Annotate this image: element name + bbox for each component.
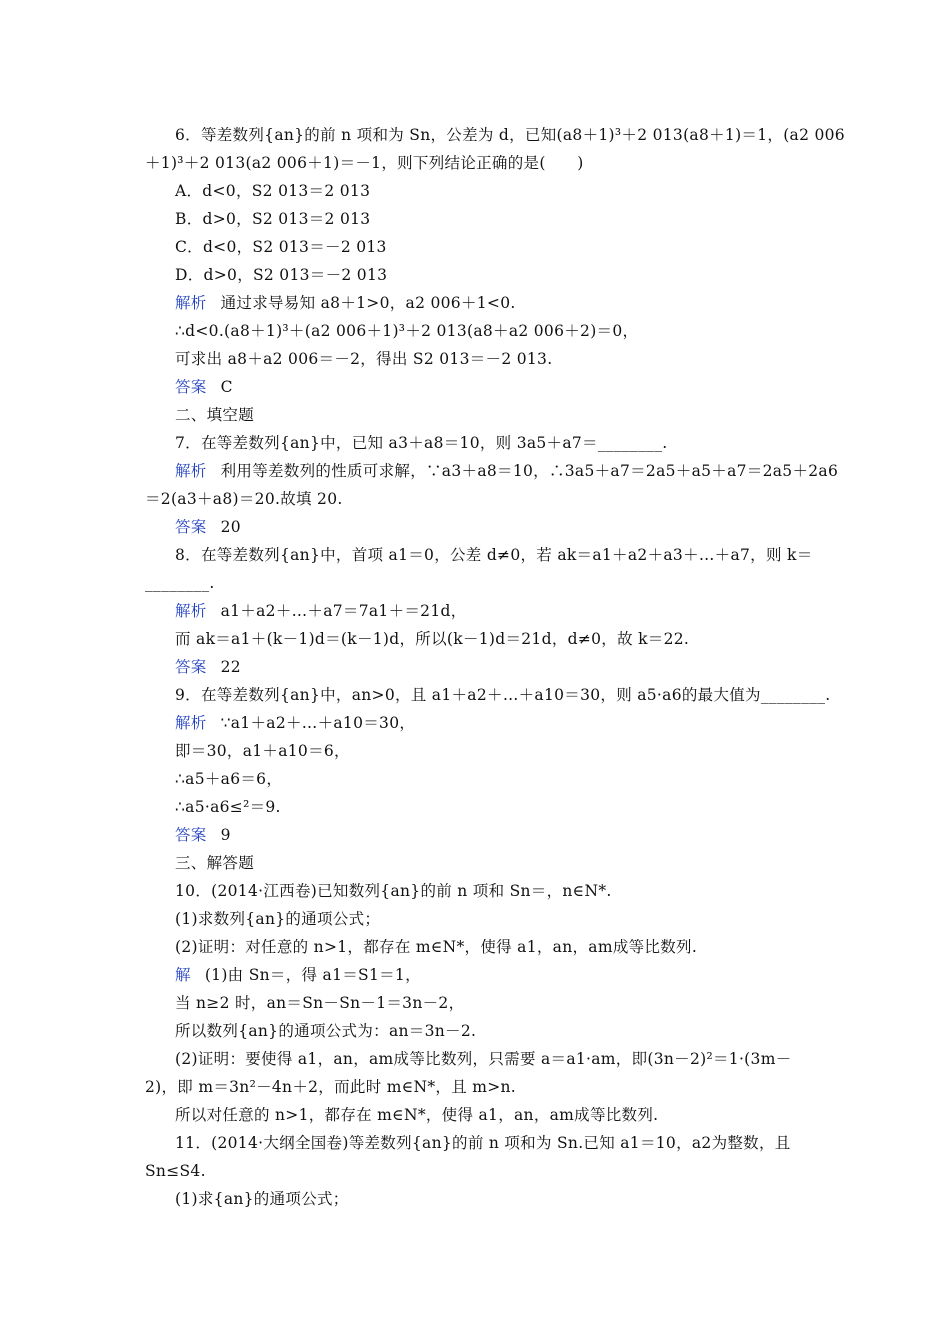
content-q10-l1: 10．(2014·江西卷)已知数列{an}的前 n 项和 Sn＝，n∈N*.	[175, 882, 612, 900]
content-q6-D: D．d>0，S2 013＝－2 013	[175, 266, 388, 284]
content-q6-A: A．d<0，S2 013＝2 013	[175, 182, 371, 200]
content-q8-l1: 8．在等差数列{an}中，首项 a1＝0，公差 d≠0，若 ak＝a1＋a2＋a3＋…＋a7，则 k＝	[175, 546, 813, 564]
content-q9-ans: 9	[220, 826, 231, 844]
text-line-q8-l1	[175, 545, 813, 565]
content-q11-l2: Sn≤S4.	[145, 1162, 206, 1180]
text-line-q10-sol6	[175, 1105, 658, 1125]
text-line-q6-D	[175, 265, 387, 285]
label-q10-sol1: 解	[175, 966, 191, 984]
text-line-q6-sol1	[175, 293, 516, 313]
text-line-q8-sol1	[175, 601, 467, 621]
label-q8-sol1: 解析	[175, 602, 207, 620]
text-line-q8-sol2	[175, 629, 689, 649]
text-line-q6-sol2	[175, 321, 638, 341]
text-line-q11-l1	[175, 1133, 791, 1153]
label-q6-sol1: 解析	[175, 294, 207, 312]
content-q11-l1: 11．(2014·大纲全国卷)等差数列{an}的前 n 项和为 Sn.已知 a1＝10，a2为整数，且	[175, 1134, 791, 1152]
text-line-q10-l2	[175, 909, 380, 929]
text-line-q10-sol5	[145, 1077, 516, 1097]
content-q6-sol2: ∴d<0.(a8＋1)³＋(a2 006＋1)³＋2 013(a8＋a2 006＋2)＝0，	[175, 322, 639, 340]
content-q9-sol3: ∴a5＋a6＝6，	[175, 770, 283, 788]
text-line-q6-ans	[175, 377, 233, 397]
content-q9-sol1: ∵a1＋a2＋…＋a10＝30，	[220, 714, 416, 732]
content-q6-B: B．d>0，S2 013＝2 013	[175, 210, 371, 228]
label-q7-sol1: 解析	[175, 462, 207, 480]
content-q9-sol4: ∴a5·a6≤²＝9.	[175, 798, 281, 816]
text-line-q7-l1	[175, 433, 668, 453]
content-q9-sol2: 即＝30，a1＋a10＝6，	[175, 742, 350, 760]
content-q6-ans: C	[220, 378, 233, 396]
text-line-q8-ans	[175, 657, 241, 677]
text-line-q10-sol1	[175, 965, 421, 985]
label-q8-ans: 答案	[175, 658, 207, 676]
content-q8-sol2: 而 ak＝a1＋(k－1)d＝(k－1)d，所以(k－1)d＝21d，d≠0，故 k＝22.	[175, 630, 690, 648]
text-line-q7-ans	[175, 517, 241, 537]
content-q10-sol3: 所以数列{an}的通项公式为：an＝3n－2.	[175, 1022, 477, 1040]
content-sec3: 三、解答题	[175, 854, 255, 872]
label-q6-ans: 答案	[175, 378, 207, 396]
text-line-q9-sol3	[175, 769, 282, 789]
text-line-q10-sol2	[175, 993, 464, 1013]
content-q10-sol2: 当 n≥2 时，an＝Sn－Sn－1＝3n－2，	[175, 994, 465, 1012]
text-line-q10-sol3	[175, 1021, 476, 1041]
text-line-q6-A	[175, 181, 370, 201]
content-q11-l3: (1)求{an}的通项公式；	[175, 1190, 349, 1208]
content-sec2: 二、填空题	[175, 406, 255, 424]
content-q10-sol6: 所以对任意的 n>1，都存在 m∈N*，使得 a1，an，am成等比数列.	[175, 1106, 659, 1124]
label-q9-sol1: 解析	[175, 714, 207, 732]
text-line-q7-sol1	[175, 461, 838, 481]
content-q6-l1: 6．等差数列{an}的前 n 项和为 Sn，公差为 d，已知(a8＋1)³＋2 013(a8＋1)＝1，(a2 006	[175, 126, 845, 144]
content-q10-sol1: (1)由 Sn＝，得 a1＝S1＝1，	[204, 966, 421, 984]
content-q9-l1: 9．在等差数列{an}中，an>0，且 a1＋a2＋…＋a10＝30，则 a5·a6的最大值为________.	[175, 686, 831, 704]
content-q7-l1: 7．在等差数列{an}中，已知 a3＋a8＝10，则 3a5＋a7＝________.	[175, 434, 668, 452]
text-line-q7-sol2	[145, 489, 343, 509]
content-q6-C: C．d<0，S2 013＝－2 013	[175, 238, 387, 256]
text-line-q11-l3	[175, 1189, 349, 1209]
content-q6-l2: ＋1)³＋2 013(a2 006＋1)＝－1，则下列结论正确的是( )	[145, 154, 584, 172]
content-q6-sol3: 可求出 a8＋a2 006＝－2，得出 S2 013＝－2 013.	[175, 350, 553, 368]
text-line-q9-sol2	[175, 741, 350, 761]
text-line-q11-l2	[145, 1161, 206, 1181]
text-line-q6-l2	[145, 153, 584, 173]
content-q7-ans: 20	[220, 518, 241, 536]
text-line-q10-l1	[175, 881, 612, 901]
content-q10-sol4: (2)证明：要使得 a1，an，am成等比数列，只需要 a＝a1·am，即(3n－2)²＝1·(3m－	[175, 1050, 792, 1068]
text-line-sec2	[175, 405, 254, 425]
content-q6-sol1: 通过求导易知 a8＋1>0，a2 006＋1<0.	[220, 294, 516, 312]
content-q7-sol1: 利用等差数列的性质可求解，∵a3＋a8＝10，∴3a5＋a7＝2a5＋a5＋a7＝2a5＋2a6	[220, 462, 839, 480]
content-q10-sol5: 2)，即 m＝3n²－4n＋2，而此时 m∈N*，且 m>n.	[145, 1078, 517, 1096]
text-line-q6-l1	[175, 125, 845, 145]
text-line-q10-l3	[175, 937, 697, 957]
text-line-q10-sol4	[175, 1049, 792, 1069]
text-line-sec3	[175, 853, 254, 873]
text-line-q9-sol4	[175, 797, 281, 817]
text-line-q6-C	[175, 237, 387, 257]
label-q9-ans: 答案	[175, 826, 207, 844]
text-line-q6-sol3	[175, 349, 552, 369]
text-line-q9-l1	[175, 685, 831, 705]
text-line-q9-ans	[175, 825, 231, 845]
text-line-q6-B	[175, 209, 370, 229]
content-q8-l2: ________.	[145, 574, 215, 592]
content-q8-ans: 22	[220, 658, 241, 676]
content-q10-l3: (2)证明：对任意的 n>1，都存在 m∈N*，使得 a1，an，am成等比数列.	[175, 938, 698, 956]
content-q8-sol1: a1＋a2＋…＋a7＝7a1＋＝21d，	[220, 602, 467, 620]
text-line-q8-l2	[145, 573, 215, 593]
content-q10-l2: (1)求数列{an}的通项公式；	[175, 910, 381, 928]
content-q7-sol2: ＝2(a3＋a8)＝20.故填 20.	[145, 490, 343, 508]
text-line-q9-sol1	[175, 713, 415, 733]
label-q7-ans: 答案	[175, 518, 207, 536]
